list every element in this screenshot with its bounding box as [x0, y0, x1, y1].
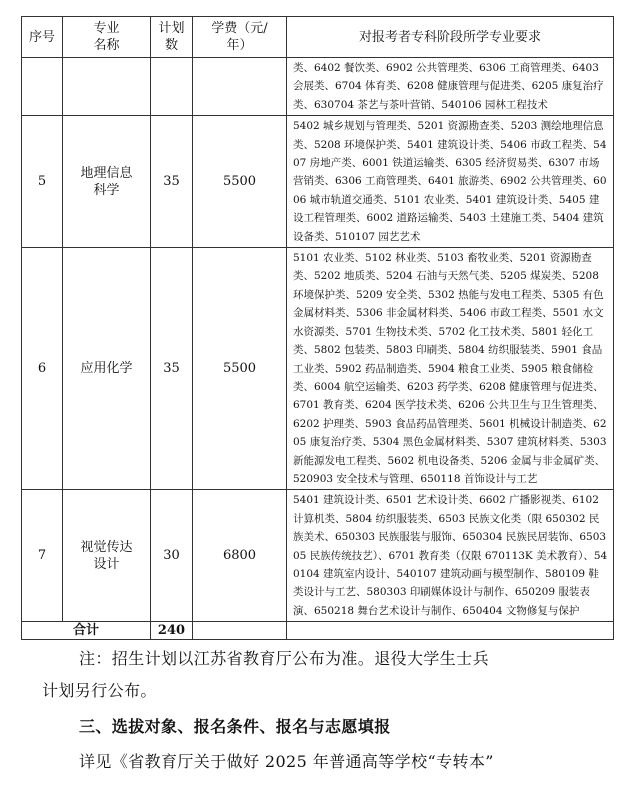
cell-plan: 30	[151, 490, 193, 622]
table-row	[22, 116, 614, 248]
header-plan	[151, 17, 193, 58]
cell-empty	[22, 58, 63, 116]
cell-empty	[151, 58, 193, 116]
table-total-row	[22, 622, 614, 640]
cell-major-text: 视觉传达设计	[80, 539, 133, 572]
cell-empty	[193, 58, 287, 116]
header-fee-text: 学费（元/年）	[211, 21, 268, 53]
cell-major: 应用化学	[63, 248, 151, 490]
cell-no: 7	[22, 490, 63, 622]
cell-requirement: 5402 城乡规划与管理类、5201 资源勘查类、5203 测绘地理信息类、5208 环境保护类、5401 建筑设计类、5406 市政工程类、5407 房地产类、6001 铁道运输类、6305 经济贸易类、6307 市场营销类、6306 工商管理类、6401 旅游类、6902 公共管理类、6006 城市轨道交通类、5101 农业类、5401 建筑设计类、5405 建设工程管理类、6002 道路运输类、5403 土建施工类、5404 建筑设备类、510107 园艺艺术	[287, 116, 614, 248]
cell-fee: 5500	[193, 116, 287, 248]
cell-plan: 35	[151, 248, 193, 490]
header-requirement: 对报考者专科阶段所学专业要求	[287, 17, 614, 58]
note-line-2: 计划另行公布。	[42, 681, 157, 700]
cell-requirement: 类、6402 餐饮类、6902 公共管理类、6306 工商管理类、6403 会展类、6704 体育类、6208 健康管理与促进类、6205 康复治疗类、630704 茶艺与茶叶营销、540106 园林工程技术	[287, 58, 614, 116]
header-no: 序号	[22, 17, 63, 58]
cell-no: 6	[22, 248, 63, 490]
table-row	[22, 490, 614, 622]
table-row-continued	[22, 58, 614, 116]
cell-major	[63, 490, 151, 622]
cell-plan: 35	[151, 116, 193, 248]
cell-requirement: 5101 农业类、5102 林业类、5103 畜牧业类、5201 资源勘查类、5202 地质类、5204 石油与天然气类、5205 煤炭类、5208 环境保护类、5209 安全类、5302 热能与发电工程类、5305 有色金属材料类、5306 非金属材料类、5406 市政工程类、5501 水文水资源类、5701 生物技术类、5702 化工技术类、5801 轻化工类、5802 包装类、5803 印刷类、5804 纺织服装类、5901 食品工业类、5902 药品制造类、5904 粮食工业类、5905 粮食储检类、6004 航空运输类、6203 药学类、6208 健康管理与促进类、6701 教育类、6204 医学技术类、6206 公共卫生与卫生管理类、6202 护理类、5903 食品药品管理类、5601 机械设计制造类、6205 康复治疗类、5304 黑色金属材料类、5307 建筑材料类、5303 新能源发电工程类、5602 机电设备类、5206 金属与非金属矿类、520903 安全技术与管理、650118 首饰设计与工艺	[287, 248, 614, 490]
total-label: 合计	[22, 622, 151, 640]
header-major-text: 专业名称	[93, 21, 120, 53]
cell-no: 5	[22, 116, 63, 248]
section-heading: 三、选拔对象、报名条件、报名与志愿填报	[79, 717, 391, 736]
cell-empty	[193, 622, 287, 640]
header-major	[63, 17, 151, 58]
cell-major-text: 地理信息科学	[80, 165, 133, 198]
header-fee	[193, 17, 287, 58]
header-plan-text: 计划数	[158, 21, 185, 53]
note-line-1: 注：招生计划以江苏省教育厅公布为准。退役大学生士兵	[79, 649, 490, 668]
table-header-row	[22, 17, 614, 58]
cell-requirement: 5401 建筑设计类、6501 艺术设计类、6602 广播影视类、6102 计算机类、5804 纺织服装类、6503 民族文化类（限 650302 民族美术、650303 民族服装与服饰、650304 民族民居装饰、650305 民族传统技艺）、6701 教育类（仅限 670113K 美术教育）、540104 建筑室内设计、540107 建筑动画与模型制作、580109 鞋类设计与工艺、580303 印刷媒体设计与制作、650209 服装表演、650218 舞台艺术设计与制作、650404 文物修复与保护	[287, 490, 614, 622]
cell-fee: 6800	[193, 490, 287, 622]
cell-empty	[287, 622, 614, 640]
enrollment-plan-table	[21, 16, 614, 640]
total-value: 240	[151, 622, 193, 640]
body-paragraph: 详见《省教育厅关于做好 2025 年普通高等学校“专转本”	[79, 752, 494, 771]
table-row	[22, 248, 614, 490]
cell-fee: 5500	[193, 248, 287, 490]
cell-major	[63, 116, 151, 248]
cell-empty	[63, 58, 151, 116]
